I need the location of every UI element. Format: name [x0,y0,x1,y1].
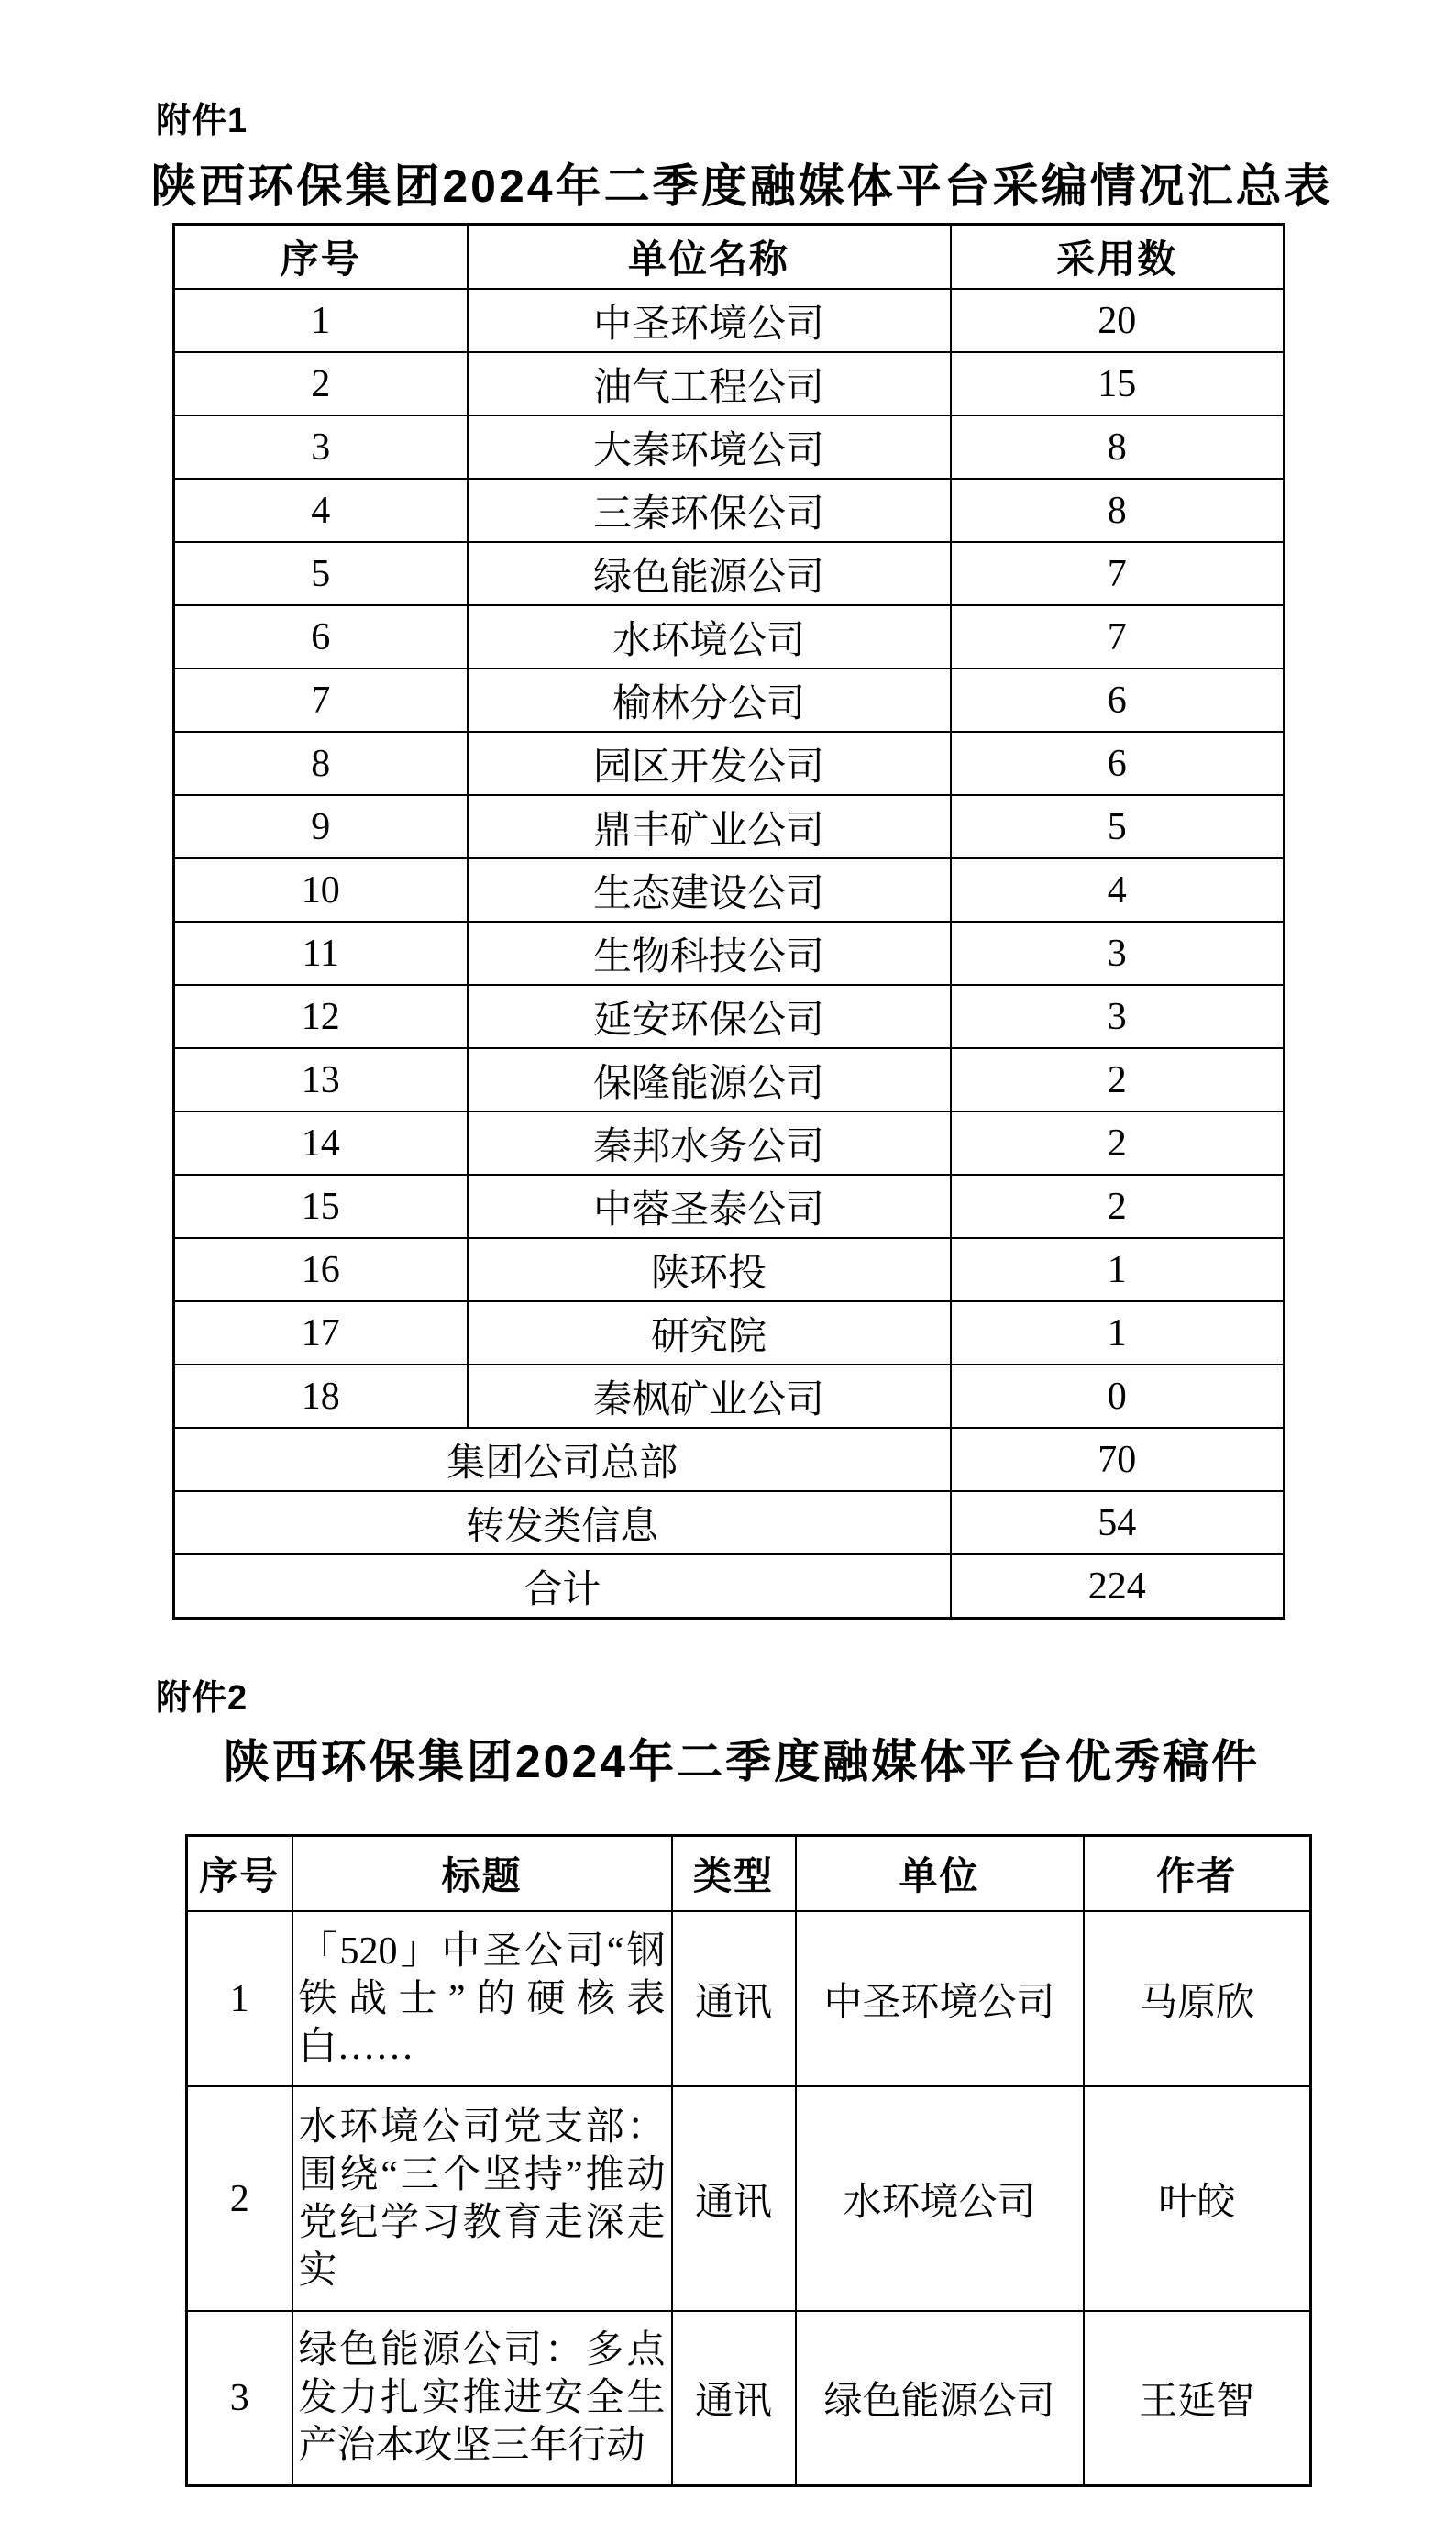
cell-count: 7 [951,542,1285,605]
cell-unit: 生态建设公司 [468,858,951,922]
cell-no: 18 [174,1365,468,1428]
cell-count: 3 [951,985,1285,1048]
cell-unit: 三秦环保公司 [468,479,951,542]
header-unit-name: 单位名称 [468,225,951,290]
cell-no: 4 [174,479,468,542]
cell-no: 10 [174,858,468,922]
cell-no: 17 [174,1301,468,1365]
header-unit: 单位 [796,1836,1084,1912]
cell-no: 3 [187,2311,292,2486]
table-row [174,858,1285,922]
cell-author: 叶皎 [1084,2086,1311,2311]
cell-unit: 秦邦水务公司 [468,1111,951,1175]
cell-unit: 榆林分公司 [468,669,951,732]
cell-unit: 秦枫矿业公司 [468,1365,951,1428]
cell-no: 6 [174,605,468,669]
cell-no: 5 [174,542,468,605]
summary-row-total [174,1554,1285,1619]
cell-count: 5 [951,795,1285,858]
cell-article-title: 绿色能源公司：多点发力扎实推进安全生产治本攻坚三年行动 [292,2311,672,2486]
cell-no: 1 [187,1911,292,2086]
table-row [174,922,1285,985]
cell-unit: 生物科技公司 [468,922,951,985]
cell-no: 7 [174,669,468,732]
cell-count: 1 [951,1238,1285,1301]
cell-author: 王延智 [1084,2311,1311,2486]
summary-table [172,223,1285,1620]
cell-no: 14 [174,1111,468,1175]
table-row [174,415,1285,479]
header-count: 采用数 [951,225,1285,290]
table1-title: 陕西环保集团2024年二季度融媒体平台采编情况汇总表 [150,160,1333,212]
cell-summary-label: 合计 [174,1554,951,1619]
cell-no: 8 [174,732,468,795]
table-row [174,795,1285,858]
cell-unit: 油气工程公司 [468,352,951,415]
summary-row-headquarters [174,1428,1285,1491]
cell-article-title: 「520」中圣公司“钢铁战士”的硬核表白…… [292,1911,672,2086]
cell-count: 0 [951,1365,1285,1428]
cell-no: 2 [174,352,468,415]
cell-count: 6 [951,669,1285,732]
cell-unit: 中蓉圣泰公司 [468,1175,951,1238]
summary-row-forwarded [174,1491,1285,1554]
cell-unit: 水环境公司 [796,2086,1084,2311]
table-row [174,1301,1285,1365]
cell-count: 4 [951,858,1285,922]
cell-count: 2 [951,1048,1285,1111]
cell-no: 2 [187,2086,292,2311]
cell-unit: 水环境公司 [468,605,951,669]
cell-unit: 延安环保公司 [468,985,951,1048]
cell-count: 224 [951,1554,1285,1619]
cell-article-title: 水环境公司党支部：围绕“三个坚持”推动党纪学习教育走深走实 [292,2086,672,2311]
table-row [174,985,1285,1048]
cell-count: 2 [951,1111,1285,1175]
cell-no: 9 [174,795,468,858]
table-header-row [174,225,1285,290]
table-row [187,1911,1311,2086]
cell-author: 马原欣 [1084,1911,1311,2086]
cell-unit: 绿色能源公司 [796,2311,1084,2486]
cell-unit: 陕环投 [468,1238,951,1301]
cell-count: 8 [951,479,1285,542]
attachment1-label: 附件1 [156,102,248,140]
table-row [174,1238,1285,1301]
table-row [174,1111,1285,1175]
header-no: 序号 [174,225,468,290]
table-row [174,669,1285,732]
cell-no: 3 [174,415,468,479]
cell-count: 15 [951,352,1285,415]
cell-summary-label: 集团公司总部 [174,1428,951,1491]
articles-table [185,1834,1312,2487]
cell-count: 54 [951,1491,1285,1554]
table-row [174,1048,1285,1111]
cell-count: 7 [951,605,1285,669]
cell-no: 1 [174,289,468,352]
cell-count: 6 [951,732,1285,795]
cell-no: 15 [174,1175,468,1238]
table2-title: 陕西环保集团2024年二季度融媒体平台优秀稿件 [223,1736,1261,1787]
cell-count: 3 [951,922,1285,985]
cell-unit: 绿色能源公司 [468,542,951,605]
table-row [187,2311,1311,2486]
header-type: 类型 [672,1836,796,1912]
attachment2-label: 附件2 [156,1679,248,1718]
cell-no: 11 [174,922,468,985]
cell-unit: 研究院 [468,1301,951,1365]
cell-count: 1 [951,1301,1285,1365]
header-author: 作者 [1084,1836,1311,1912]
cell-type: 通讯 [672,2311,796,2486]
cell-summary-label: 转发类信息 [174,1491,951,1554]
cell-count: 8 [951,415,1285,479]
table-row [174,352,1285,415]
cell-unit: 中圣环境公司 [796,1911,1084,2086]
cell-no: 12 [174,985,468,1048]
table-row [187,2086,1311,2311]
header-title: 标题 [292,1836,672,1912]
table-row [174,1365,1285,1428]
cell-count: 70 [951,1428,1285,1491]
cell-no: 13 [174,1048,468,1111]
cell-count: 20 [951,289,1285,352]
cell-count: 2 [951,1175,1285,1238]
cell-type: 通讯 [672,2086,796,2311]
cell-unit: 园区开发公司 [468,732,951,795]
cell-unit: 保隆能源公司 [468,1048,951,1111]
table-row [174,605,1285,669]
cell-no: 16 [174,1238,468,1301]
table-row [174,1175,1285,1238]
table-row [174,542,1285,605]
cell-unit: 大秦环境公司 [468,415,951,479]
table-header-row [187,1836,1311,1912]
table-row [174,732,1285,795]
cell-type: 通讯 [672,1911,796,2086]
table-row [174,289,1285,352]
cell-unit: 中圣环境公司 [468,289,951,352]
header-no: 序号 [187,1836,292,1912]
table-row [174,479,1285,542]
cell-unit: 鼎丰矿业公司 [468,795,951,858]
